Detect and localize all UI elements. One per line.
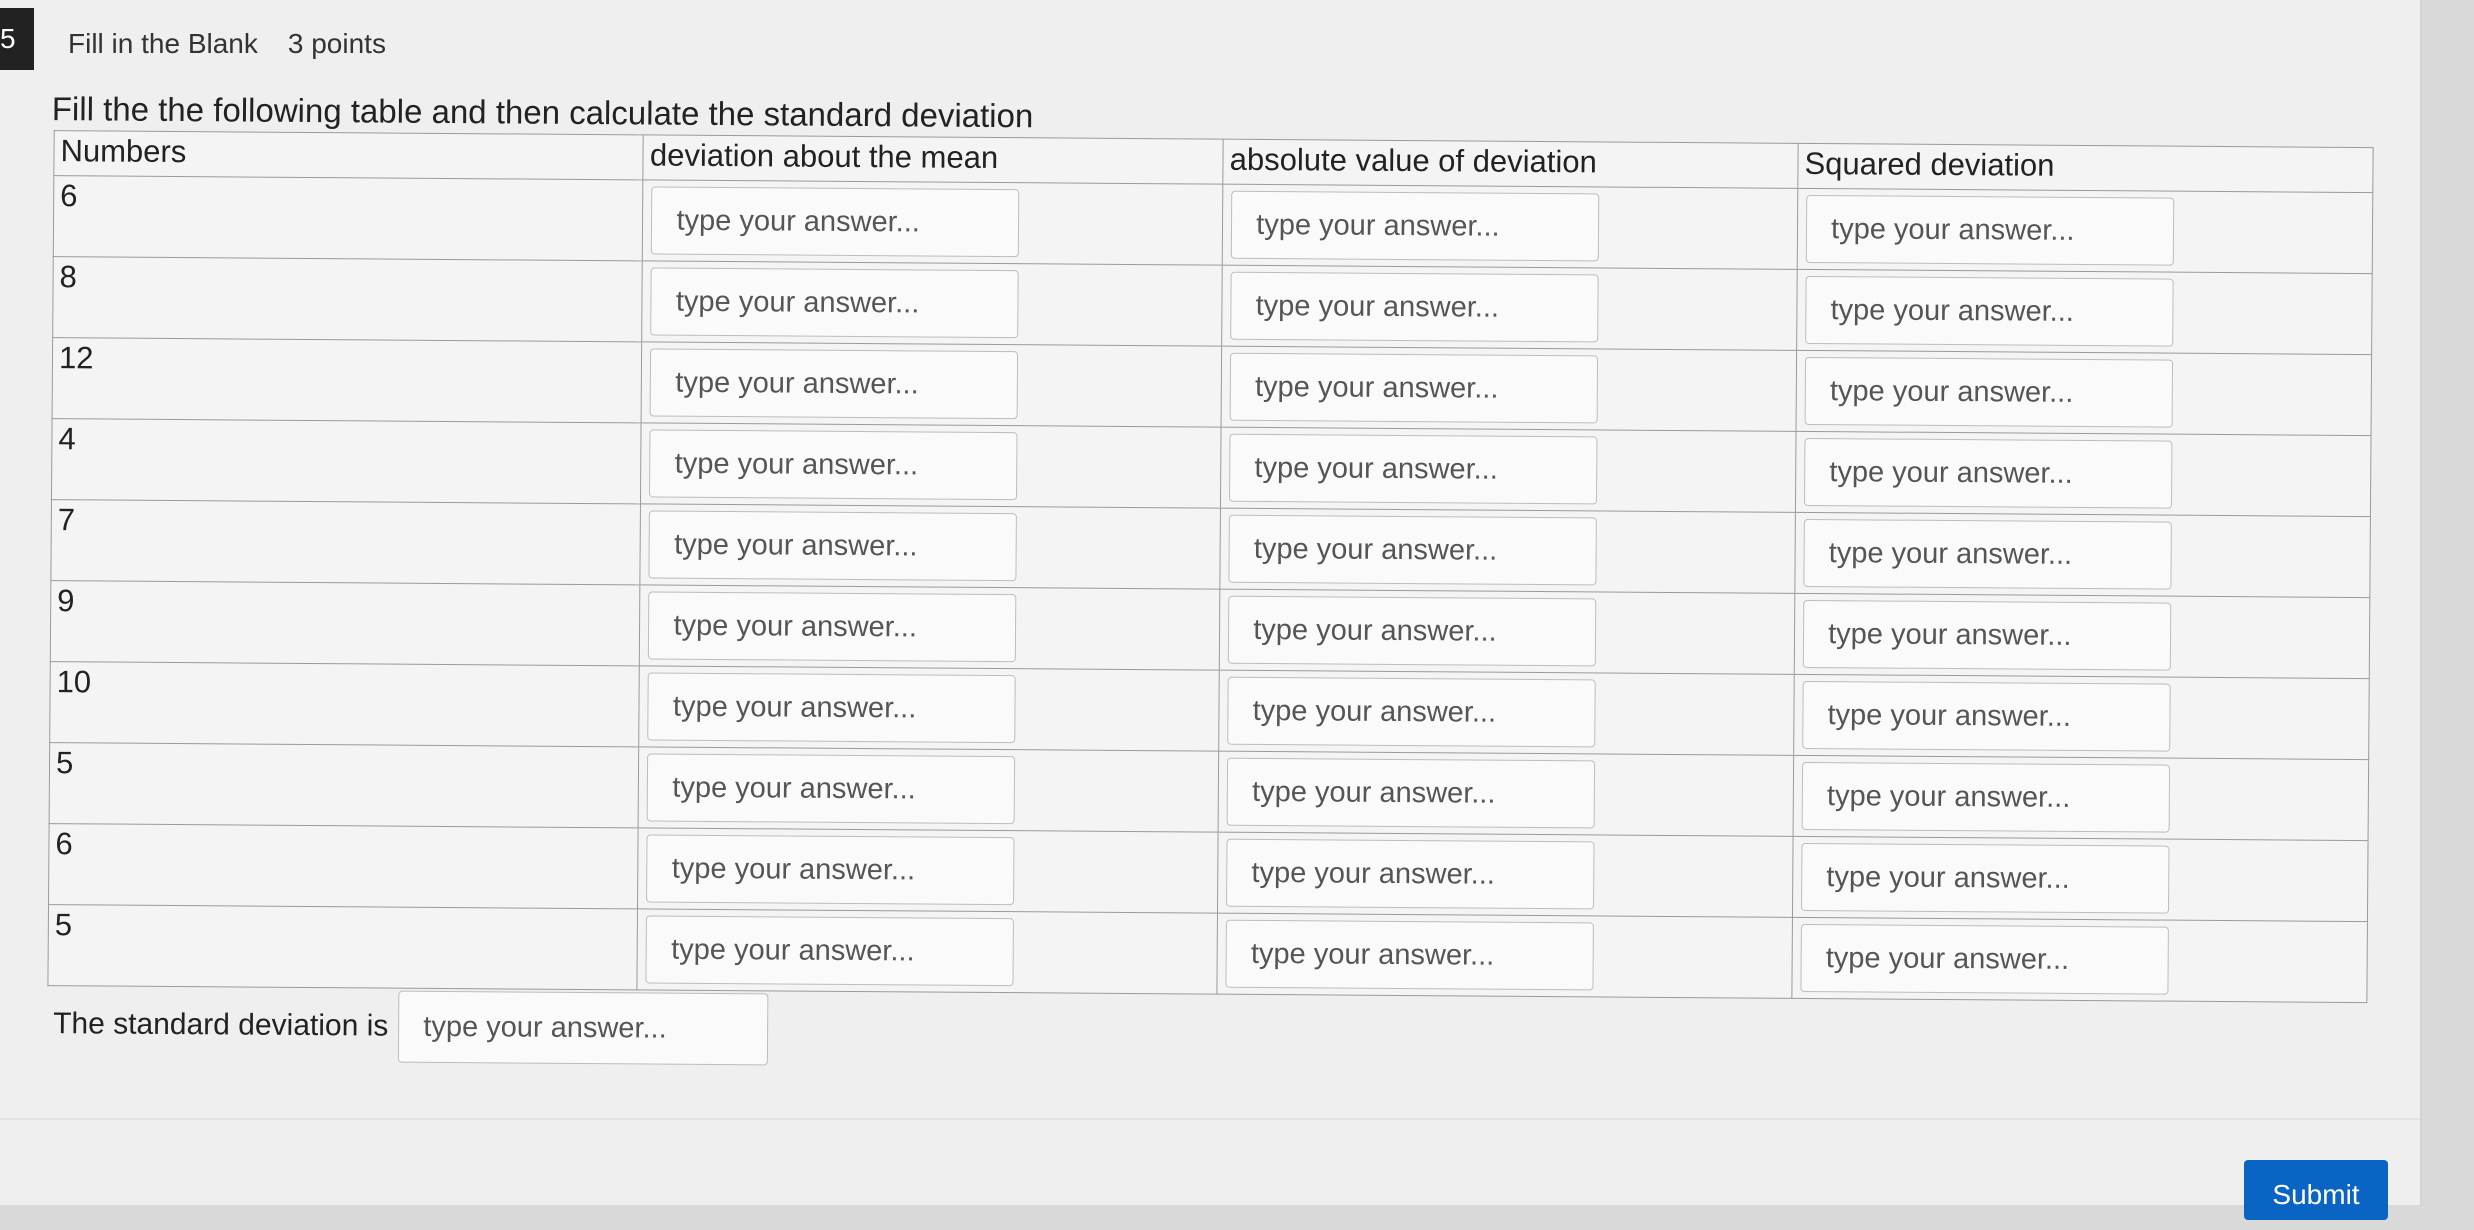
deviation-input[interactable] — [649, 510, 1017, 581]
squared-deviation-cell — [1796, 350, 2371, 435]
number-cell: 4 — [51, 419, 641, 504]
absolute-deviation-input[interactable] — [1227, 677, 1595, 748]
deviation-cell — [639, 747, 1219, 832]
absolute-deviation-cell — [1220, 508, 1795, 593]
absolute-deviation-cell — [1218, 751, 1793, 836]
squared-deviation-cell — [1794, 674, 2369, 759]
standard-deviation-label: The standard deviation is — [53, 1007, 389, 1043]
deviation-cell — [642, 342, 1222, 427]
number-cell: 8 — [53, 257, 643, 342]
header-deviation: deviation about the mean — [643, 135, 1223, 184]
squared-deviation-input[interactable] — [1801, 843, 2169, 914]
deviation-cell — [643, 180, 1223, 265]
submit-button[interactable]: Submit — [2244, 1160, 2388, 1220]
squared-deviation-cell — [1793, 836, 2368, 921]
table-row — [48, 905, 2368, 1003]
question-body — [32, 88, 2419, 1135]
squared-deviation-input[interactable] — [1803, 519, 2171, 590]
squared-deviation-cell — [1792, 917, 2367, 1002]
squared-deviation-input[interactable] — [1806, 195, 2174, 266]
question-number: 5 — [0, 23, 16, 54]
absolute-deviation-cell — [1217, 913, 1792, 998]
deviation-input[interactable] — [647, 753, 1015, 824]
footer-divider — [0, 1118, 2420, 1120]
standard-deviation-row — [53, 988, 769, 1065]
squared-deviation-input[interactable] — [1805, 276, 2173, 347]
deviation-input[interactable] — [648, 591, 1016, 662]
deviation-input[interactable] — [649, 429, 1017, 500]
number-cell: 12 — [52, 338, 642, 423]
table-body — [48, 176, 2373, 1003]
number-cell: 5 — [48, 905, 638, 990]
absolute-deviation-input[interactable] — [1226, 839, 1594, 910]
question-type-label: Fill in the Blank — [68, 28, 258, 59]
deviation-cell — [642, 261, 1222, 346]
squared-deviation-cell — [1794, 593, 2369, 678]
absolute-deviation-cell — [1219, 670, 1794, 755]
deviation-cell — [637, 909, 1217, 994]
deviation-input[interactable] — [646, 915, 1014, 986]
absolute-deviation-input[interactable] — [1231, 191, 1599, 262]
absolute-deviation-input[interactable] — [1226, 920, 1594, 991]
absolute-deviation-cell — [1218, 832, 1793, 917]
squared-deviation-input[interactable] — [1804, 438, 2172, 509]
number-cell: 9 — [50, 581, 640, 666]
absolute-deviation-input[interactable] — [1228, 596, 1596, 667]
number-cell: 10 — [50, 662, 640, 747]
absolute-deviation-cell — [1222, 265, 1797, 350]
question-points: 3 points — [287, 28, 386, 59]
number-cell: 6 — [49, 824, 639, 909]
deviation-cell — [641, 423, 1221, 508]
number-cell: 6 — [53, 176, 643, 261]
squared-deviation-input[interactable] — [1801, 924, 2169, 995]
question-prompt: Fill the the following table and then calculate the standard deviation — [51, 90, 1034, 135]
absolute-deviation-cell — [1221, 346, 1796, 431]
deviation-input[interactable] — [648, 672, 1016, 743]
header-squared: Squared deviation — [1798, 143, 2373, 192]
number-cell: 7 — [51, 500, 641, 585]
question-number-badge — [0, 8, 34, 70]
absolute-deviation-cell — [1221, 427, 1796, 512]
header-numbers: Numbers — [54, 131, 644, 180]
squared-deviation-cell — [1797, 188, 2372, 273]
deviation-cell — [640, 585, 1220, 670]
absolute-deviation-input[interactable] — [1230, 272, 1598, 343]
squared-deviation-input[interactable] — [1803, 600, 2171, 671]
squared-deviation-cell — [1793, 755, 2368, 840]
header-absolute: absolute value of deviation — [1223, 139, 1798, 188]
absolute-deviation-input[interactable] — [1229, 434, 1597, 505]
squared-deviation-input[interactable] — [1805, 357, 2173, 428]
deviation-table — [47, 130, 2373, 1003]
deviation-cell — [640, 504, 1220, 589]
absolute-deviation-cell — [1222, 184, 1797, 269]
squared-deviation-cell — [1796, 431, 2371, 516]
deviation-cell — [639, 666, 1219, 751]
squared-deviation-input[interactable] — [1802, 681, 2170, 752]
question-header — [68, 28, 386, 60]
number-cell: 5 — [49, 743, 639, 828]
squared-deviation-input[interactable] — [1802, 762, 2170, 833]
standard-deviation-input[interactable] — [398, 991, 769, 1066]
deviation-input[interactable] — [651, 186, 1019, 257]
squared-deviation-cell — [1797, 269, 2372, 354]
deviation-input[interactable] — [650, 348, 1018, 419]
deviation-input[interactable] — [647, 834, 1015, 905]
absolute-deviation-input[interactable] — [1230, 353, 1598, 424]
deviation-cell — [638, 828, 1218, 913]
absolute-deviation-cell — [1219, 589, 1794, 674]
absolute-deviation-input[interactable] — [1229, 515, 1597, 586]
deviation-input[interactable] — [651, 267, 1019, 338]
squared-deviation-cell — [1795, 512, 2370, 597]
absolute-deviation-input[interactable] — [1227, 758, 1595, 829]
